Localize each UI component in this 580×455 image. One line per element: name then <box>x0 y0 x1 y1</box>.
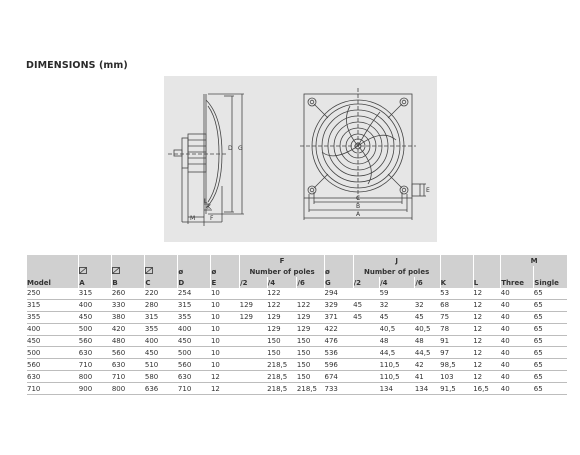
table-cell: 596 <box>324 359 353 371</box>
table-cell: 45 <box>353 299 379 311</box>
table-cell: 580 <box>145 371 178 383</box>
table-cell: 97 <box>440 347 473 359</box>
table-cell: 560 <box>178 359 211 371</box>
table-cell: 422 <box>324 323 353 335</box>
table-cell: 68 <box>440 299 473 311</box>
table-cell: 315 <box>79 288 112 299</box>
table-row <box>27 335 567 347</box>
table-cell: 150 <box>297 359 325 371</box>
table-cell: 315 <box>145 311 178 323</box>
table-cell: 420 <box>112 323 145 335</box>
header-f: F <box>240 255 325 266</box>
table-cell: 10 <box>211 359 240 371</box>
table-cell <box>353 359 379 371</box>
table-cell <box>353 383 379 395</box>
table-row <box>27 299 567 311</box>
header-single: Single <box>534 277 567 288</box>
table-cell: 371 <box>324 311 353 323</box>
table-cell: 12 <box>473 371 501 383</box>
model-cell: 450 <box>27 335 79 347</box>
table-cell: 122 <box>267 288 297 299</box>
page-title: DIMENSIONS (mm) <box>26 60 128 71</box>
table-cell: 65 <box>534 299 567 311</box>
label-f: F <box>210 215 214 222</box>
table-cell: 44,5 <box>415 347 440 359</box>
table-cell: 40 <box>501 371 534 383</box>
header-j-poles: Number of poles <box>353 266 440 277</box>
header-model: Model <box>27 277 79 288</box>
fan-drawing-svg <box>164 76 437 242</box>
table-cell: 630 <box>112 359 145 371</box>
table-cell: 44,5 <box>380 347 415 359</box>
table-cell: 480 <box>112 335 145 347</box>
header-l: L <box>473 277 501 288</box>
table-cell: 12 <box>211 383 240 395</box>
table-cell: 12 <box>473 323 501 335</box>
table-cell: 380 <box>112 311 145 323</box>
table-cell: 450 <box>178 335 211 347</box>
table-cell: 150 <box>297 347 325 359</box>
table-cell: 10 <box>211 299 240 311</box>
table-cell: 134 <box>380 383 415 395</box>
side-view <box>168 94 244 226</box>
table-cell: 254 <box>178 288 211 299</box>
table-cell: 733 <box>324 383 353 395</box>
table-cell: 260 <box>112 288 145 299</box>
table-cell: 134 <box>415 383 440 395</box>
square-hole-icon <box>79 267 87 274</box>
table-cell: 218,5 <box>267 359 297 371</box>
table-cell <box>353 335 379 347</box>
model-cell: 710 <box>27 383 79 395</box>
table-cell: 12 <box>211 371 240 383</box>
table-cell: 40 <box>501 335 534 347</box>
header-c: C <box>145 277 178 288</box>
table-cell <box>240 383 268 395</box>
header-g: G <box>324 277 353 288</box>
table-cell: 12 <box>473 288 501 299</box>
header-b: B <box>112 277 145 288</box>
table-cell <box>240 323 268 335</box>
table-cell: 40 <box>501 359 534 371</box>
model-cell: 560 <box>27 359 79 371</box>
table-cell: 500 <box>79 323 112 335</box>
header-f6: /6 <box>297 277 325 288</box>
table-cell: 32 <box>415 299 440 311</box>
table-cell: 12 <box>473 347 501 359</box>
table-cell: 674 <box>324 371 353 383</box>
table-row <box>27 347 567 359</box>
table-cell: 400 <box>178 323 211 335</box>
square-hole-icon <box>145 267 153 274</box>
table-cell: 12 <box>473 335 501 347</box>
table-cell: 536 <box>324 347 353 359</box>
table-cell: 12 <box>473 359 501 371</box>
model-cell: 250 <box>27 288 79 299</box>
table-cell: 129 <box>297 323 325 335</box>
table-cell: 355 <box>145 323 178 335</box>
table-cell: 330 <box>112 299 145 311</box>
table-cell: 110,5 <box>380 371 415 383</box>
table-cell: 329 <box>324 299 353 311</box>
table-cell: 280 <box>145 299 178 311</box>
table-cell: 129 <box>240 311 268 323</box>
header-e-sym: ø <box>211 266 240 277</box>
table-cell: 75 <box>440 311 473 323</box>
header-j4: /4 <box>380 277 415 288</box>
table-cell: 218,5 <box>267 383 297 395</box>
table-cell: 10 <box>211 347 240 359</box>
header-e: E <box>211 277 240 288</box>
table-cell <box>240 359 268 371</box>
table-cell: 103 <box>440 371 473 383</box>
table-cell: 40 <box>501 383 534 395</box>
table-cell: 48 <box>415 335 440 347</box>
front-view <box>300 88 426 220</box>
table-cell: 510 <box>145 359 178 371</box>
header-m: M <box>501 255 567 266</box>
table-cell: 800 <box>79 371 112 383</box>
table-cell: 122 <box>267 299 297 311</box>
table-cell: 630 <box>178 371 211 383</box>
table-cell: 400 <box>79 299 112 311</box>
fan-technical-drawing <box>164 76 437 242</box>
model-cell: 315 <box>27 299 79 311</box>
table-cell: 40 <box>501 299 534 311</box>
table-cell: 40,5 <box>415 323 440 335</box>
header-d: D <box>178 277 211 288</box>
label-k: K <box>207 204 211 211</box>
table-cell: 450 <box>145 347 178 359</box>
table-cell: 10 <box>211 311 240 323</box>
header-a: A <box>79 277 112 288</box>
label-e: E <box>426 187 430 194</box>
table-cell <box>353 347 379 359</box>
table-cell: 150 <box>267 335 297 347</box>
table-row <box>27 371 567 383</box>
label-g: G <box>238 145 243 152</box>
table-cell: 78 <box>440 323 473 335</box>
table-cell: 65 <box>534 371 567 383</box>
table-cell: 710 <box>112 371 145 383</box>
label-b: B <box>356 203 361 210</box>
table-cell: 400 <box>145 335 178 347</box>
front-view-labels <box>356 187 430 218</box>
label-c: C <box>356 195 361 202</box>
table-cell: 560 <box>79 335 112 347</box>
table-cell: 65 <box>534 359 567 371</box>
header-f2: /2 <box>240 277 268 288</box>
table-cell: 41 <box>415 371 440 383</box>
table-cell: 40 <box>501 323 534 335</box>
table-cell: 900 <box>79 383 112 395</box>
table-cell: 10 <box>211 335 240 347</box>
table-cell <box>240 335 268 347</box>
table-cell: 476 <box>324 335 353 347</box>
table-cell <box>415 288 440 299</box>
table-cell: 10 <box>211 288 240 299</box>
side-view-labels <box>190 145 243 222</box>
table-cell: 218,5 <box>297 383 325 395</box>
table-cell: 710 <box>178 383 211 395</box>
table-cell: 45 <box>380 311 415 323</box>
table-cell: 636 <box>145 383 178 395</box>
table-cell: 45 <box>415 311 440 323</box>
table-cell: 218,5 <box>267 371 297 383</box>
header-j: J <box>353 255 440 266</box>
table-cell: 129 <box>267 311 297 323</box>
table-cell: 560 <box>112 347 145 359</box>
table-cell: 122 <box>297 299 325 311</box>
table-cell: 91,5 <box>440 383 473 395</box>
table-cell <box>353 288 379 299</box>
table-cell: 40 <box>501 347 534 359</box>
table-cell: 65 <box>534 335 567 347</box>
label-a: A <box>356 211 361 218</box>
table-cell: 65 <box>534 311 567 323</box>
table-cell: 65 <box>534 347 567 359</box>
table-cell <box>240 288 268 299</box>
header-f4: /4 <box>267 277 297 288</box>
table-cell: 40,5 <box>380 323 415 335</box>
table-cell: 10 <box>211 323 240 335</box>
table-cell: 45 <box>353 311 379 323</box>
table-cell: 500 <box>178 347 211 359</box>
table-cell: 294 <box>324 288 353 299</box>
table-cell <box>353 371 379 383</box>
table-cell: 98,5 <box>440 359 473 371</box>
table-row <box>27 359 567 371</box>
label-l: L <box>204 198 208 205</box>
table-cell <box>297 288 325 299</box>
table-cell: 42 <box>415 359 440 371</box>
header-row-top <box>27 255 567 266</box>
table-cell: 59 <box>380 288 415 299</box>
table-cell: 129 <box>297 311 325 323</box>
model-cell: 500 <box>27 347 79 359</box>
table-cell: 129 <box>240 299 268 311</box>
table-cell: 53 <box>440 288 473 299</box>
table-cell <box>240 371 268 383</box>
table-cell: 32 <box>380 299 415 311</box>
table-row <box>27 323 567 335</box>
table-cell: 630 <box>79 347 112 359</box>
table-row <box>27 288 567 299</box>
table-cell: 129 <box>267 323 297 335</box>
table-row <box>27 383 567 395</box>
header-d-sym: ø <box>178 266 211 277</box>
table-cell: 150 <box>297 335 325 347</box>
table-cell: 12 <box>473 311 501 323</box>
table-cell: 48 <box>380 335 415 347</box>
header-row-bottom <box>27 277 567 288</box>
table-cell <box>240 347 268 359</box>
table-body <box>27 288 567 395</box>
table-cell: 65 <box>534 383 567 395</box>
table-cell: 150 <box>297 371 325 383</box>
header-row-mid <box>27 266 567 277</box>
label-m: M <box>190 215 196 222</box>
table-cell: 12 <box>473 299 501 311</box>
table-cell: 710 <box>79 359 112 371</box>
table-cell: 40 <box>501 288 534 299</box>
header-j6: /6 <box>415 277 440 288</box>
model-cell: 400 <box>27 323 79 335</box>
label-d: D <box>228 145 233 152</box>
table-cell: 65 <box>534 288 567 299</box>
table-cell: 315 <box>178 299 211 311</box>
header-j2: /2 <box>353 277 379 288</box>
table-cell: 355 <box>178 311 211 323</box>
table-cell: 16,5 <box>473 383 501 395</box>
table-cell: 220 <box>145 288 178 299</box>
header-k: K <box>440 277 473 288</box>
table-cell <box>353 323 379 335</box>
table-cell: 150 <box>267 347 297 359</box>
model-cell: 630 <box>27 371 79 383</box>
header-f-poles: Number of poles <box>240 266 325 277</box>
dimensions-table <box>27 255 567 395</box>
header-g-sym: ø <box>324 266 353 277</box>
table-cell: 450 <box>79 311 112 323</box>
header-three: Three <box>501 277 534 288</box>
table-cell: 40 <box>501 311 534 323</box>
table-cell: 65 <box>534 323 567 335</box>
table-cell: 91 <box>440 335 473 347</box>
table-cell: 800 <box>112 383 145 395</box>
table-row <box>27 311 567 323</box>
table-cell: 110,5 <box>380 359 415 371</box>
model-cell: 355 <box>27 311 79 323</box>
square-hole-icon <box>112 267 120 274</box>
